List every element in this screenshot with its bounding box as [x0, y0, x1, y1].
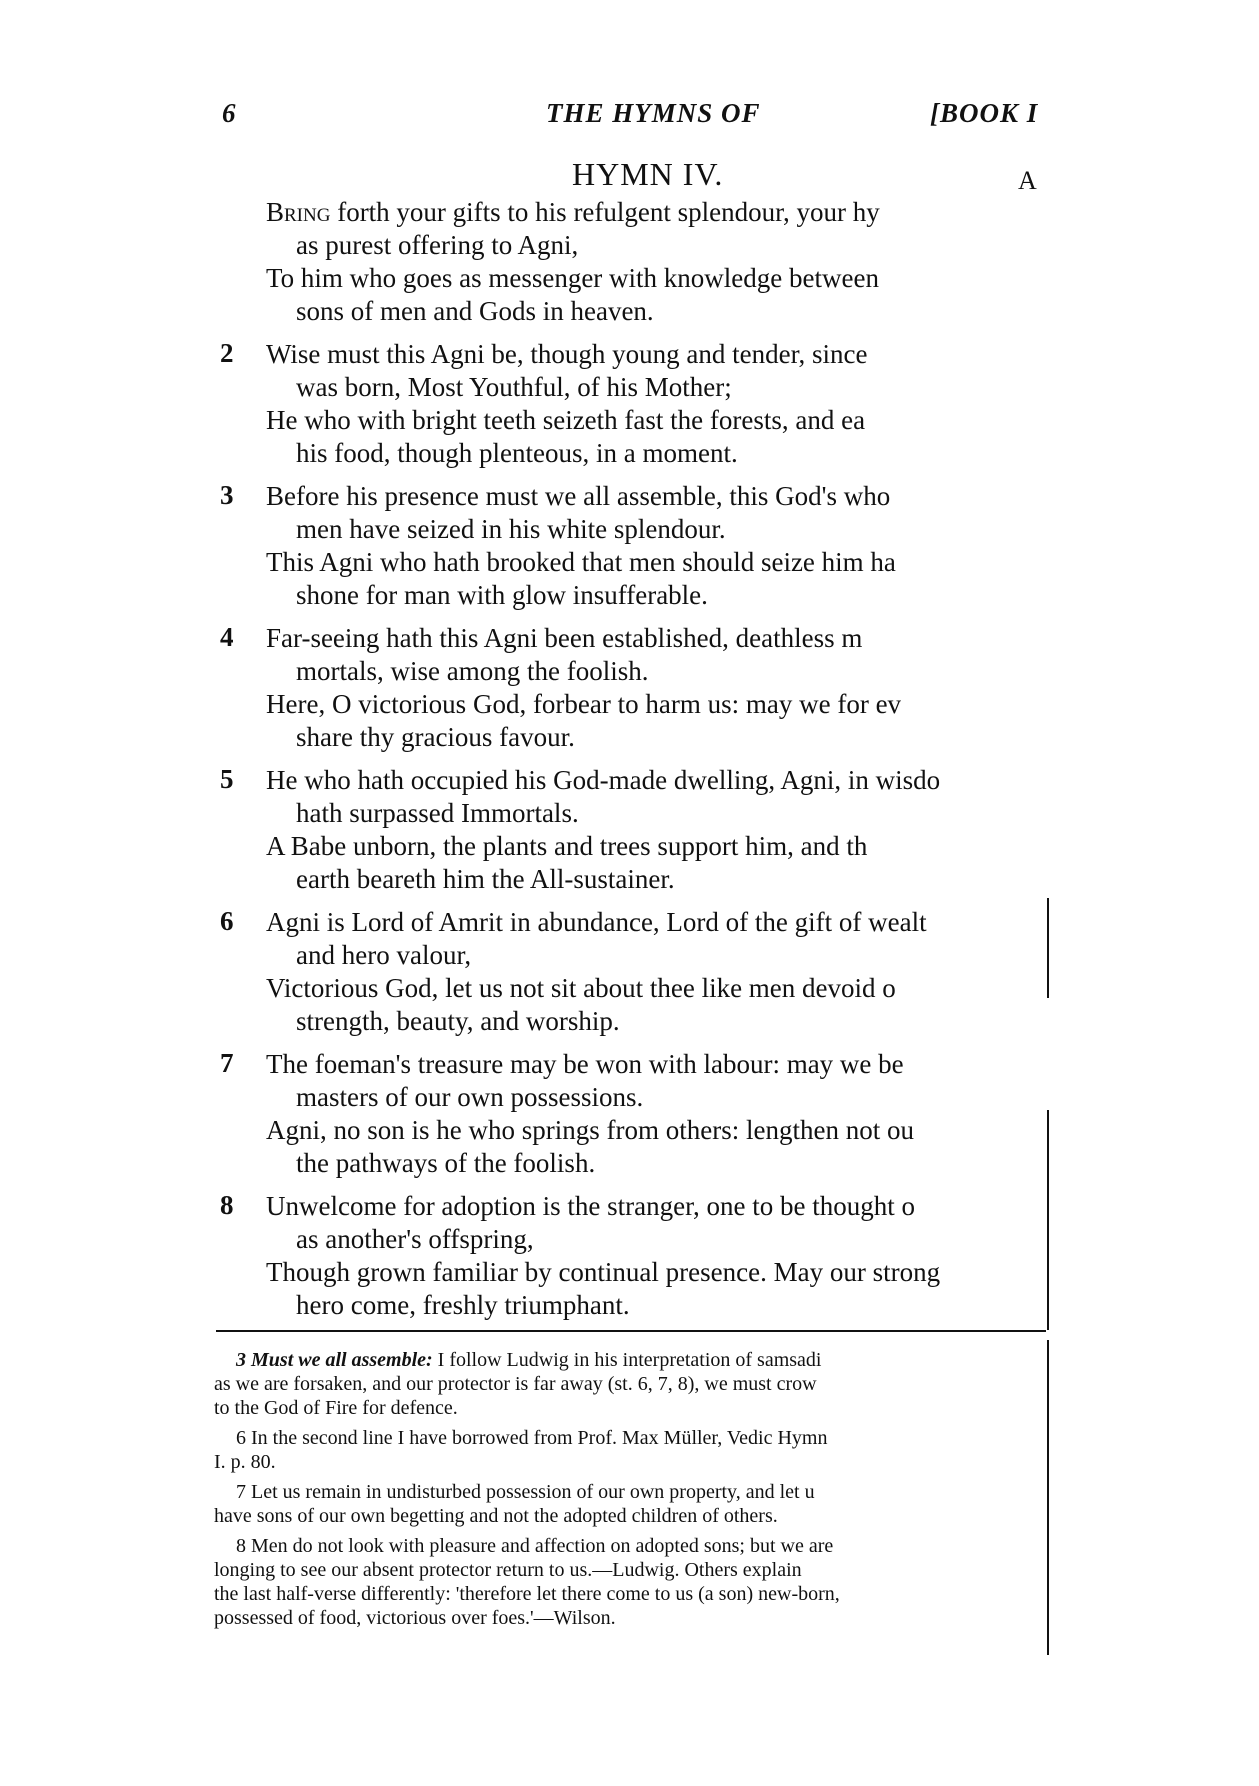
footnote-8 [214, 1534, 1046, 1630]
verse-number: 4 [220, 622, 234, 652]
book-label: [BOOK I [930, 98, 1039, 128]
verse-number: 6 [220, 906, 234, 936]
binding-edge-line [1047, 1110, 1049, 1330]
footnote-label: 6 [236, 1427, 246, 1449]
corner-letter: A [1018, 166, 1037, 195]
running-title: THE HYMNS OF [546, 98, 761, 128]
verse-7 [220, 1048, 1050, 1180]
verse-line: earth beareth him the All-sustainer. [296, 864, 675, 894]
verse-line: and hero valour, [296, 940, 472, 970]
verse-dropword: Bring [266, 197, 331, 227]
footnote-line: possessed of food, victorious over foes.'—Wilson. [214, 1607, 616, 1629]
verse-line: The foeman's treasure may be won with labour: may we be [266, 1049, 904, 1079]
verse-5 [220, 764, 1050, 896]
verse-line: Victorious God, let us not sit about thee like men devoid o [266, 973, 896, 1003]
footnote-7 [214, 1480, 1046, 1528]
hymn-title: HYMN IV. [572, 156, 724, 192]
footnote-text: In the second line I have borrowed from Prof. Max Müller, Vedic Hymn [246, 1427, 828, 1449]
footnote-line [214, 1348, 1046, 1372]
verse-1 [220, 196, 1050, 328]
footnote-line: to the God of Fire for defence. [214, 1397, 458, 1419]
footnote-label: 8 [236, 1535, 246, 1557]
verse-line: He who hath occupied his God-made dwelling, Agni, in wisdo [266, 765, 941, 795]
verse-line: share thy gracious favour. [296, 722, 575, 752]
footnote-line: as we are forsaken, and our protector is far away (st. 6, 7, 8), we must crow [214, 1373, 817, 1395]
verse-number: 7 [220, 1048, 234, 1078]
verse-line: A Babe unborn, the plants and trees support him, and th [266, 831, 868, 861]
binding-edge-line [1047, 1340, 1049, 1655]
verse-line: Here, O victorious God, forbear to harm us: may we for ev [266, 689, 902, 719]
footnote-line [214, 1534, 1046, 1558]
verse-line: mortals, wise among the foolish. [296, 656, 649, 686]
verse-line: shone for man with glow insufferable. [296, 580, 708, 610]
verse-list [220, 196, 1050, 1332]
verse-line: To him who goes as messenger with knowledge between [266, 263, 879, 293]
verse-8 [220, 1190, 1050, 1322]
verse-line: He who with bright teeth seizeth fast the forests, and ea [266, 405, 866, 435]
footnotes [214, 1348, 1046, 1636]
verse-line: This Agni who hath brooked that men should seize him ha [266, 547, 896, 577]
verse-6 [220, 906, 1050, 1038]
verse-line: men have seized in his white splendour. [296, 514, 726, 544]
verse-line: as purest offering to Agni, [296, 230, 579, 260]
verse-number: 5 [220, 764, 234, 794]
verse-2 [220, 338, 1050, 470]
footnote-line [214, 1426, 1046, 1450]
verse-number: 3 [220, 480, 234, 510]
verse-line: Unwelcome for adoption is the stranger, one to be thought o [266, 1191, 916, 1221]
verse-line: Agni, no son is he who springs from others: lengthen not ou [266, 1115, 914, 1145]
verse-line: Wise must this Agni be, though young and tender, since [266, 339, 868, 369]
verse-number: 8 [220, 1190, 234, 1220]
verse-line: sons of men and Gods in heaven. [296, 296, 654, 326]
page-number: 6 [222, 98, 237, 128]
verse-3 [220, 480, 1050, 612]
footnote-text: I follow Ludwig in his interpretation of samsadi [432, 1349, 822, 1371]
verse-line: Far-seeing hath this Agni been established, deathless m [266, 623, 863, 653]
footnote-line: longing to see our absent protector return to us.—Ludwig. Others explain [214, 1559, 802, 1581]
verse-line: hero come, freshly triumphant. [296, 1290, 630, 1320]
verse-line: Though grown familiar by continual presence. May our strong [266, 1257, 941, 1287]
verse-line: the pathways of the foolish. [296, 1148, 596, 1178]
footnote-line [214, 1480, 1046, 1504]
verse-4 [220, 622, 1050, 754]
verse-line: hath surpassed Immortals. [296, 798, 579, 828]
verse-line: strength, beauty, and worship. [296, 1006, 620, 1036]
verse-line: was born, Most Youthful, of his Mother; [296, 372, 732, 402]
footnote-3 [214, 1348, 1046, 1420]
footnote-text: Let us remain in undisturbed possession of our own property, and let u [246, 1481, 815, 1503]
footnote-6 [214, 1426, 1046, 1474]
binding-edge-line [1047, 898, 1049, 998]
verse-line: Agni is Lord of Amrit in abundance, Lord of the gift of wealt [266, 907, 927, 937]
footnote-label: 7 [236, 1481, 246, 1503]
verse-line-text: forth your gifts to his refulgent splendour, your hy [330, 197, 880, 227]
verse-line: as another's offspring, [296, 1224, 534, 1254]
verse-number: 2 [220, 338, 234, 368]
footnote-line: I. p. 80. [214, 1451, 276, 1473]
footnote-line: have sons of our own begetting and not the adopted children of others. [214, 1505, 778, 1527]
footnote-line: the last half-verse differently: 'therefore let there come to us (a son) new-born, [214, 1583, 840, 1605]
footnote-label: 3 Must we all assemble: [236, 1349, 433, 1371]
verse-line: Before his presence must we all assemble, this God's who [266, 481, 891, 511]
footnote-rule [216, 1330, 1046, 1332]
footnote-text: Men do not look with pleasure and affection on adopted sons; but we are [246, 1535, 834, 1557]
verse-line [220, 196, 1050, 229]
verse-line: masters of our own possessions. [296, 1082, 644, 1112]
verse-line: his food, though plenteous, in a moment. [296, 438, 738, 468]
